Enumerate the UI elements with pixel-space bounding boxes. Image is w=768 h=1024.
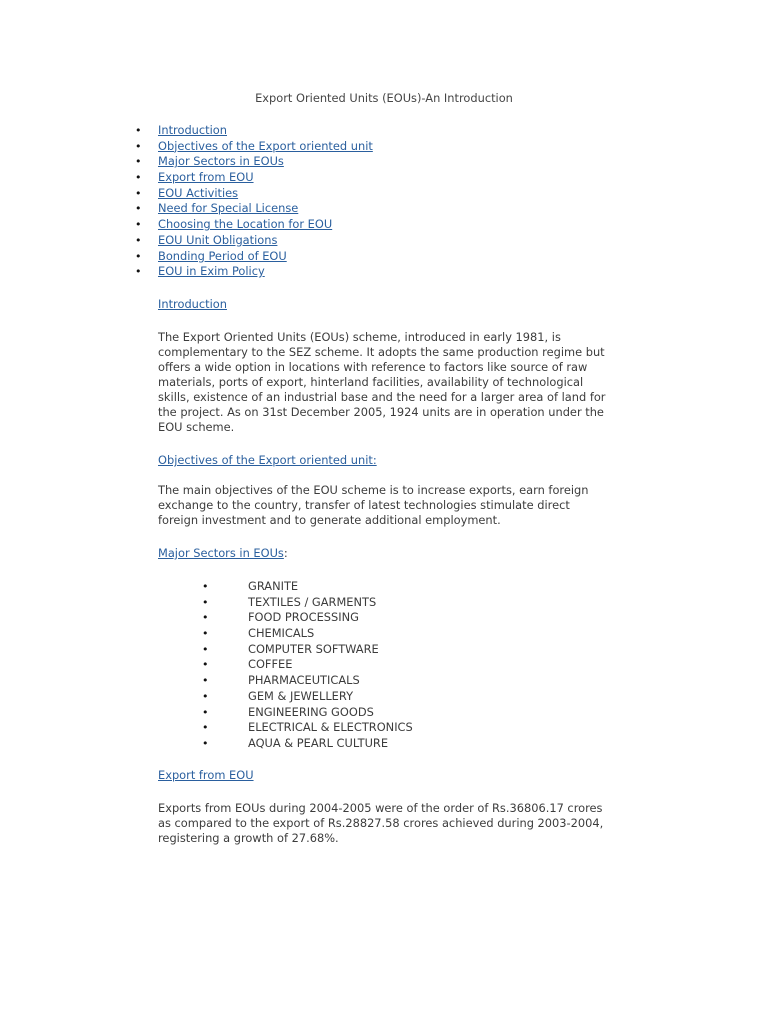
introduction-heading-link[interactable]: Introduction (158, 297, 227, 311)
bullet-icon: • (135, 249, 142, 263)
sector-label: ELECTRICAL & ELECTRONICS (248, 720, 413, 735)
toc-link-unit-obligations[interactable]: EOU Unit Obligations (158, 232, 278, 247)
bullet-icon: • (202, 580, 209, 593)
sector-label: FOOD PROCESSING (248, 610, 359, 625)
sector-label: GEM & JEWELLERY (248, 688, 354, 703)
bullet-icon: • (135, 155, 142, 169)
toc-link-bonding-period[interactable]: Bonding Period of EOU (158, 248, 287, 263)
bullet-icon: • (202, 627, 209, 641)
sector-label: TEXTILES / GARMENTS (248, 594, 377, 609)
section-heading-major-sectors (158, 546, 288, 561)
bullet-icon: • (135, 202, 142, 216)
toc-item (135, 185, 373, 202)
section-heading-introduction (158, 297, 227, 312)
bullet-icon: • (135, 186, 142, 200)
sector-label: COFFEE (248, 657, 293, 672)
export-from-eou-heading-link[interactable]: Export from EOU (158, 768, 254, 782)
sector-label: ENGINEERING GOODS (248, 704, 374, 719)
bullet-icon: • (202, 642, 209, 656)
bullet-icon: • (202, 611, 209, 625)
bullet-icon: • (135, 139, 142, 153)
toc-link-eou-activities[interactable]: EOU Activities (158, 185, 239, 200)
sector-label: CHEMICALS (248, 626, 315, 641)
heading-colon: : (283, 546, 288, 560)
toc-item (135, 232, 373, 249)
bullet-icon: • (202, 721, 209, 735)
toc-link-exim-policy[interactable]: EOU in Exim Policy (158, 264, 265, 279)
sector-label: AQUA & PEARL CULTURE (248, 735, 389, 750)
toc-item (135, 138, 373, 155)
bullet-icon: • (202, 595, 209, 609)
toc-link-objectives[interactable]: Objectives of the Export oriented unit (158, 138, 373, 153)
toc-item (135, 217, 373, 233)
bullet-icon: • (135, 171, 142, 185)
bullet-icon: • (202, 674, 209, 688)
export-from-eou-paragraph: Exports from EOUs during 2004-2005 were of the order of Rs.36806.17 crores as compared to the export of Rs.28827.58 crores achieved during 2003-2004, registering a growth of 27.68%. (158, 801, 604, 845)
objectives-paragraph: The main objectives of the EOU scheme is to increase exports, earn foreign exchange to the country, transfer of latest technologies stimulate direct foreign investment and to generate additional employment. (158, 483, 589, 527)
section-heading-objectives (158, 453, 377, 468)
objectives-heading-link[interactable]: Objectives of the Export oriented unit: (158, 453, 377, 467)
toc-link-export-from-eou[interactable]: Export from EOU (158, 170, 254, 185)
section-heading-export-from-eou (158, 768, 254, 783)
bullet-icon: • (135, 218, 142, 232)
bullet-icon: • (135, 265, 142, 279)
bullet-icon: • (202, 689, 209, 703)
bullet-icon: • (202, 736, 209, 750)
bullet-icon: • (135, 233, 142, 247)
toc-link-choosing-location[interactable]: Choosing the Location for EOU (158, 217, 333, 232)
toc-item (135, 248, 373, 265)
major-sectors-heading-link[interactable]: Major Sectors in EOUs (158, 546, 284, 560)
toc-link-introduction[interactable]: Introduction (158, 123, 227, 137)
toc-item (135, 264, 373, 280)
toc-link-special-license[interactable]: Need for Special License (158, 201, 299, 216)
sector-label: GRANITE (248, 579, 299, 593)
sector-label: COMPUTER SOFTWARE (248, 641, 379, 656)
document-title: Export Oriented Units (EOUs)-An Introduction (255, 91, 513, 105)
introduction-paragraph: The Export Oriented Units (EOUs) scheme, introduced in early 1981, is complementary to the SEZ scheme. It adopts the same production regime but offers a wide option in locations with reference to factors like source of raw materials, ports of export, hinterland facilities, availability of technological skills, existence of an industrial base and the need for a larger area of land for the project. As on 31st December 2005, 1924 units are in operation under the EOU scheme. (158, 330, 606, 434)
bullet-icon: • (135, 124, 142, 137)
toc-item (135, 154, 373, 170)
table-of-contents (135, 123, 373, 280)
toc-item (135, 201, 373, 217)
toc-link-major-sectors[interactable]: Major Sectors in EOUs (158, 154, 284, 169)
bullet-icon: • (202, 658, 209, 672)
sector-label: PHARMACEUTICALS (248, 673, 360, 688)
toc-item (135, 123, 373, 139)
toc-item (135, 170, 373, 186)
bullet-icon: • (202, 705, 209, 719)
